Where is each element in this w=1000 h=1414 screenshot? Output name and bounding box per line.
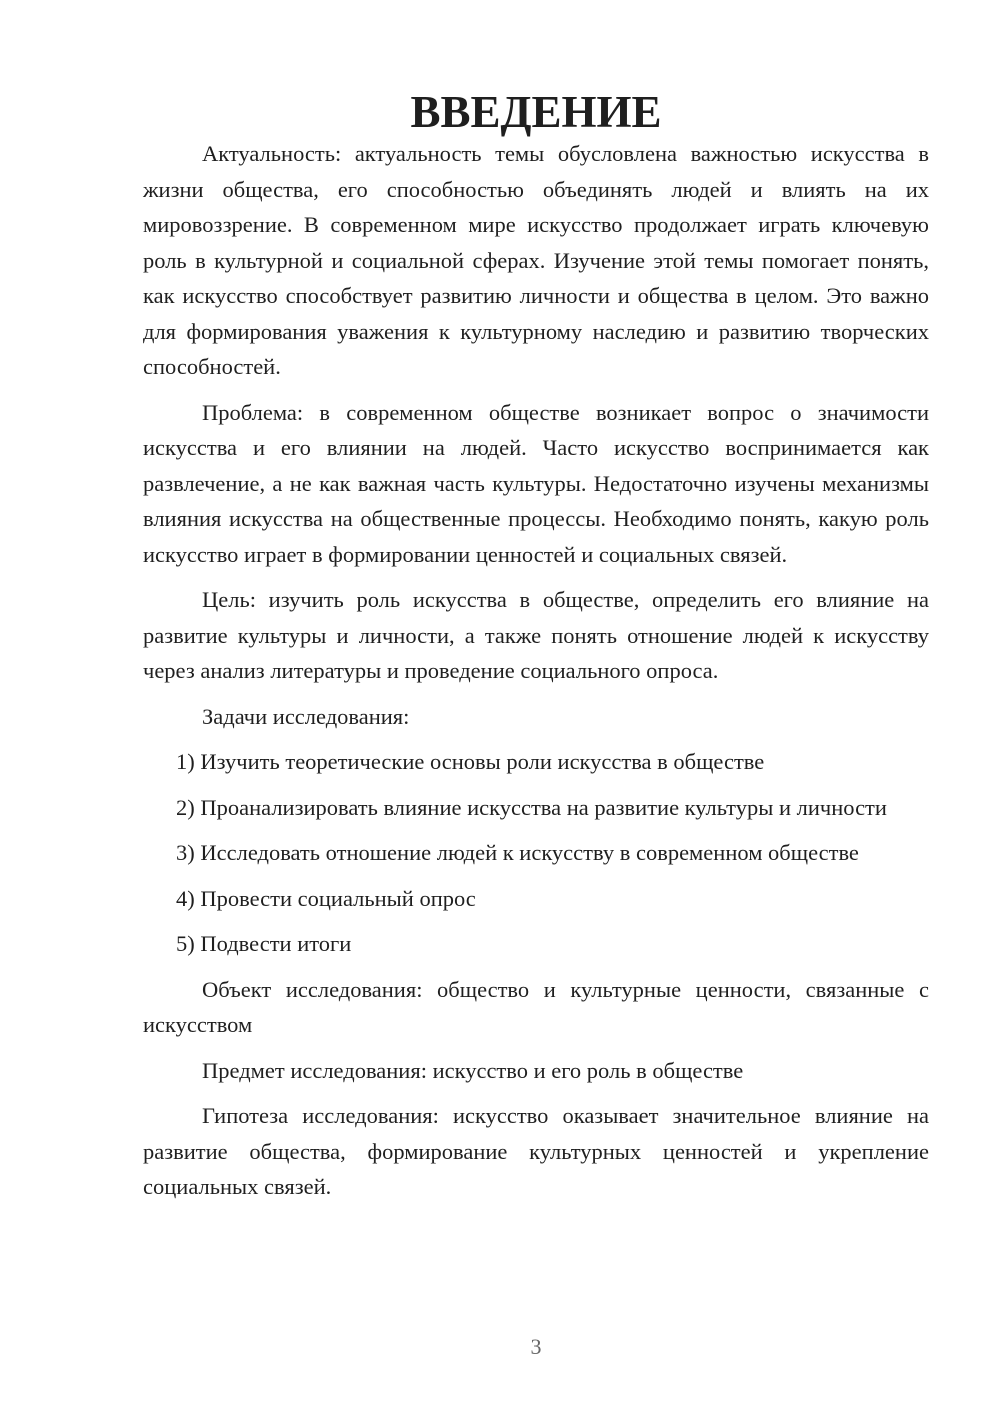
task-item-2: 2) Проанализировать влияние искусства на развитие культуры и личности bbox=[176, 794, 887, 820]
page-title: ВВЕДЕНИЕ bbox=[410, 87, 662, 137]
subject-paragraph: Предмет исследования: искусство и его роль в обществе bbox=[202, 1057, 744, 1083]
tasks-heading: Задачи исследования: bbox=[202, 703, 410, 729]
task-item-4: 4) Провести социальный опрос bbox=[176, 885, 476, 911]
page-content bbox=[143, 87, 929, 1215]
page-number: 3 bbox=[530, 1334, 542, 1359]
goal-paragraph: Цель: изучить роль искусства в обществе, определить его влияние на развитие культуры и личности, а также понять отношение людей к искусству через анализ литературы и проведение социального опроса. bbox=[143, 587, 929, 683]
task-item-3: 3) Исследовать отношение людей к искусству в современном обществе bbox=[176, 840, 859, 865]
task-item-1: 1) Изучить теоретические основы роли искусства в обществе bbox=[176, 749, 765, 774]
relevance-paragraph: Актуальность: актуальность темы обусловлена важностью искусства в жизни общества, его способностью объединять людей и влиять на их мировоззрение. В современном мире искусство продолжает играть ключевую роль в культурной и социальной сферах. Изучение этой темы помогает понять, как искусство способствует развитию личности и общества в целом. Это важно для формирования уважения к культурному наследию и развитию творческих способностей. bbox=[143, 141, 929, 379]
problem-paragraph: Проблема: в современном обществе возникает вопрос о значимости искусства и его влиянии на людей. Часто искусство воспринимается как развлечение, а не как важная часть культуры. Недостаточно изучены механизмы влияния искусства на общественные процессы. Необходимо понять, какую роль искусство играет в формировании ценностей и социальных связей. bbox=[143, 399, 929, 567]
hypothesis-paragraph: Гипотеза исследования: искусство оказывает значительное влияние на развитие общества, формирование культурных ценностей и укрепление социальных связей. bbox=[143, 1103, 929, 1199]
task-item-5: 5) Подвести итоги bbox=[176, 931, 352, 956]
object-paragraph: Объект исследования: общество и культурные ценности, связанные с искусством bbox=[143, 976, 929, 1037]
